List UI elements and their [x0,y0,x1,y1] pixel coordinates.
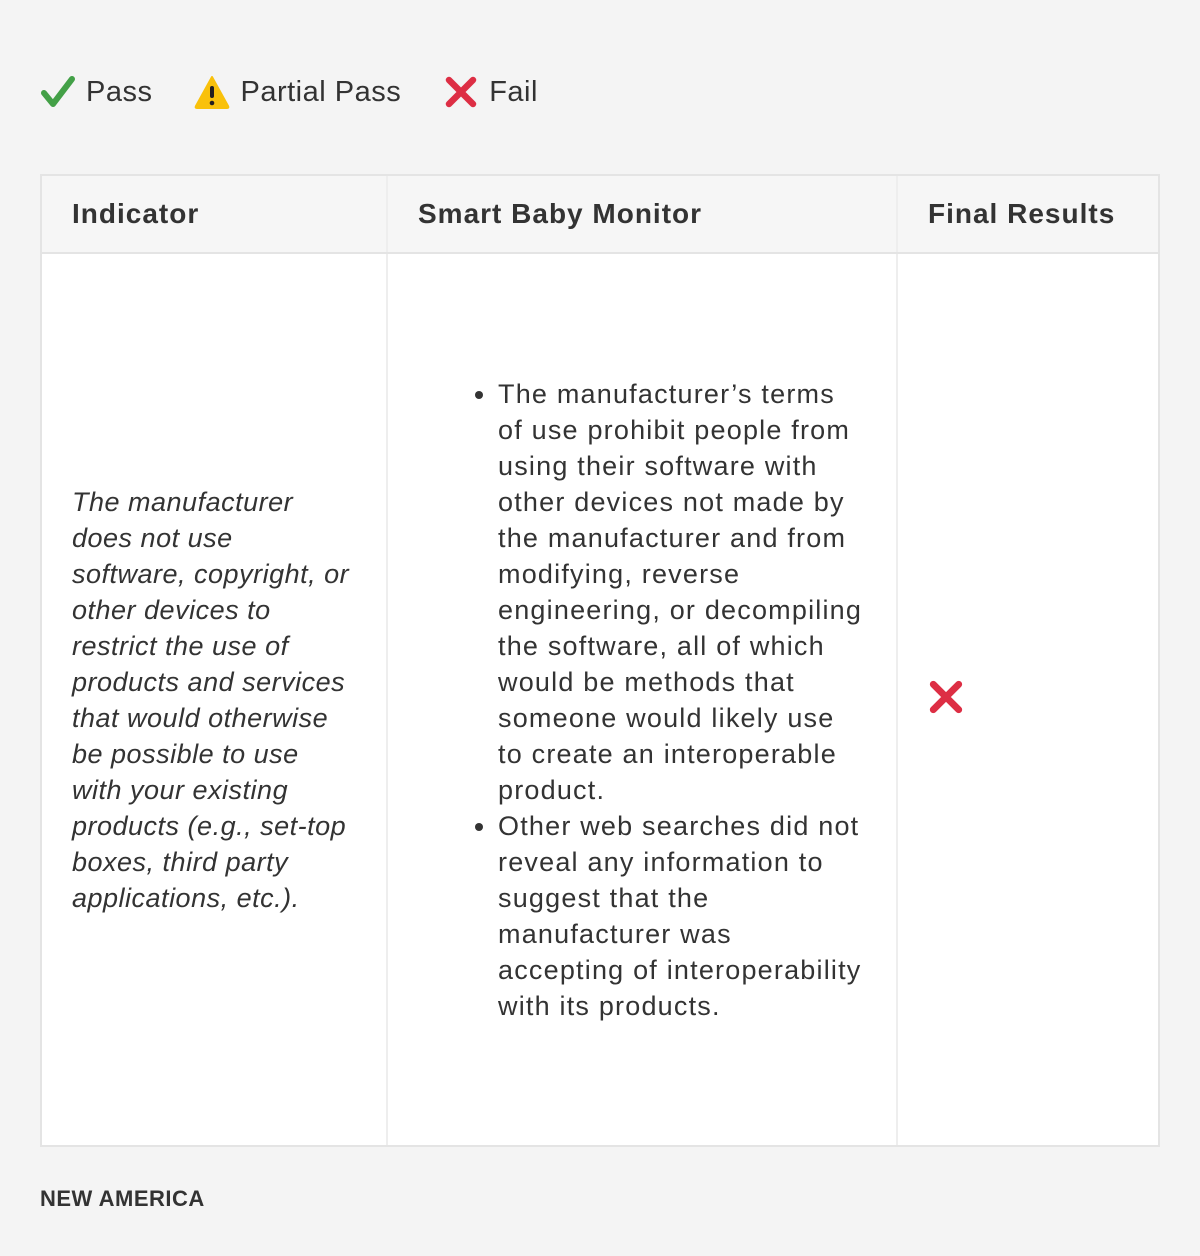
indicator-cell [42,254,388,1145]
cross-icon [443,74,479,110]
finding-item: • The manufacturer’s terms of use prohibit people from using their software with other devices not made by the manufacturer and from modifying, reverse engineering, or decompiling the software, all of which would be methods that someone would likely use to create an interoperable product. [498,376,866,808]
table-header [42,176,1158,254]
legend-pass-label: Pass [86,75,153,108]
result-cell [898,254,1158,1145]
legend-fail-label: Fail [489,75,538,108]
legend-partial-pass [194,74,401,110]
legend-pass [40,74,152,110]
legend-partial-pass-label: Partial Pass [240,75,402,108]
finding-item: • Other web searches did not reveal any information to suggest that the manufacturer was accepting of interoperability with its products. [498,808,866,1024]
legend [40,74,580,110]
check-icon [40,74,76,110]
findings-list [388,376,896,1024]
header-final-results: Final Results [928,198,1116,229]
results-table [40,174,1160,1147]
header-indicator: Indicator [42,176,388,252]
cross-icon [928,679,964,720]
indicator-text: The manufacturer does not use software, copyright, or other devices to restrict the use of products and services that would otherwise be possible to use with your existing products (e.g., set-top boxes, third party applications, etc.). [72,486,350,913]
table-row [42,254,1158,1145]
legend-fail [443,74,538,110]
brand-logo: NEW AMERICA [40,1186,205,1211]
findings-cell [388,254,898,1145]
header-smart-baby-monitor: Smart Baby Monitor [388,176,898,252]
warning-icon [194,74,230,110]
